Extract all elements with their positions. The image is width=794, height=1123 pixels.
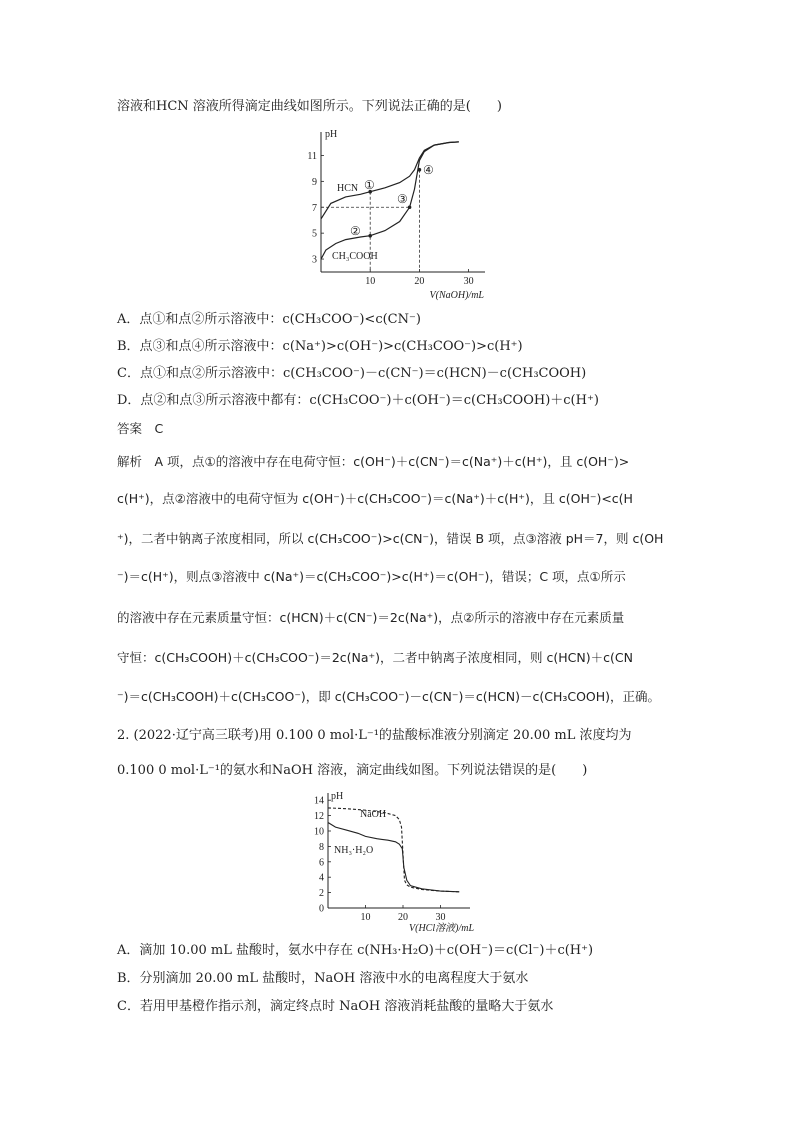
point-2-label: ②: [350, 224, 361, 238]
q1-stem: 溶液和HCN 溶液所得滴定曲线如图所示。下列说法正确的是( ): [117, 99, 502, 114]
y-tick-label: 3: [312, 254, 317, 266]
y-tick-label: 9: [312, 176, 317, 188]
y-tick-label: 2: [319, 888, 324, 900]
x-tick-label: 20: [414, 276, 425, 287]
nh3-h2o-series-label: NH₃·H₂O: [334, 845, 374, 856]
x-axis-label: V(NaOH)/mL: [429, 290, 484, 301]
y-tick-label: 5: [312, 228, 317, 240]
y-tick-label: 7: [312, 202, 317, 214]
q1-option-d: D．点②和点③所示溶液中都有：c(CH₃COO⁻)＋c(OH⁻)＝c(CH₃COOH)＋c(H⁺): [117, 393, 599, 408]
x-axis-label: V(HCl溶液)/mL: [409, 923, 474, 934]
x-tick-label: 30: [463, 276, 474, 287]
naoh-series-label: NaOH: [360, 809, 387, 820]
q1-analysis-line-6: 守恒：c(CH₃COOH)＋c(CH₃COO⁻)＝2c(Na⁺)，二者中钠离子浓度相同，则 c(HCN)＋c(CN: [117, 650, 633, 665]
q1-option-b: B．点③和点④所示溶液中：c(Na⁺)>c(OH⁻)>c(CH₃COO⁻)>c(H⁺): [117, 339, 523, 354]
hcn-series-label: HCN: [337, 183, 359, 194]
y-tick-label: 4: [319, 872, 324, 884]
x-tick-label: 30: [435, 912, 446, 923]
q1-option-c: C．点①和点②所示溶液中：c(CH₃COO⁻)－c(CN⁻)＝c(HCN)－c(CH₃COOH): [117, 366, 587, 381]
point-1-label: ①: [364, 178, 375, 192]
y-tick-label: 12: [314, 811, 324, 823]
x-tick-label: 20: [398, 912, 408, 923]
q1-option-a: A．点①和点②所示溶液中：c(CH₃COO⁻)<c(CN⁻): [117, 312, 421, 327]
ch3cooh-curve: [321, 142, 459, 259]
y-tick-label: 8: [319, 841, 324, 853]
nh3-h2o-curve: [328, 823, 459, 892]
x-tick-label: 10: [365, 276, 376, 287]
q1-analysis-line-1: 解析 A 项，点①的溶液中存在电荷守恒：c(OH⁻)＋c(CN⁻)＝c(Na⁺)＋c(H⁺)，且 c(OH⁻)>: [117, 454, 630, 469]
q1-answer: 答案 C: [117, 421, 164, 436]
chart-weak-acid-titration: [300, 125, 500, 305]
q2-option-a: A．滴加 10.00 mL 盐酸时，氨水中存在 c(NH₃·H₂O)＋c(OH⁻)＝c(Cl⁻)＋c(H⁺): [117, 943, 594, 958]
q2-stem-line-1: 2. (2022·辽宁高三联考)用 0.100 0 mol·L⁻¹的盐酸标准液分别滴定 20.00 mL 浓度均为: [117, 728, 632, 743]
q2-option-b: B．分别滴加 20.00 mL 盐酸时，NaOH 溶液中水的电离程度大于氨水: [117, 971, 529, 986]
y-tick-label: 14: [314, 795, 324, 807]
y-tick-label: 10: [314, 826, 324, 838]
point-2-marker: [368, 234, 372, 238]
q1-analysis-line-5: 的溶液中存在元素质量守恒：c(HCN)＋c(CN⁻)＝2c(Na⁺)，点②所示的溶液中存在元素质量: [117, 610, 625, 625]
q2-option-c: C．若用甲基橙作指示剂，滴定终点时 NaOH 溶液消耗盐酸的量略大于氨水: [117, 999, 554, 1014]
q1-analysis-line-7: ⁻)＝c(CH₃COOH)＋c(CH₃COO⁻)，即 c(CH₃COO⁻)－c(CN⁻)＝c(HCN)－c(CH₃COOH)，正确。: [117, 689, 661, 704]
chart-hcl-titration: [300, 785, 500, 940]
point-4-label: ④: [423, 163, 434, 177]
y-tick-label: 6: [319, 857, 324, 869]
y-axis-label: pH: [331, 791, 344, 802]
q1-analysis-line-4: ⁻)＝c(H⁺)，则点③溶液中 c(Na⁺)＝c(CH₃COO⁻)>c(H⁺)＝c(OH⁻)，错误；C 项，点①所示: [117, 569, 626, 584]
y-axis-label: pH: [325, 129, 338, 140]
point-3-label: ③: [397, 192, 408, 206]
q1-analysis-line-3: ⁺)，二者中钠离子浓度相同，所以 c(CH₃COO⁻)>c(CN⁻)，错误 B 项，点③溶液 pH＝7，则 c(OH: [117, 531, 664, 546]
q1-analysis-line-2: c(H⁺)，点②溶液中的电荷守恒为 c(OH⁻)＋c(CH₃COO⁻)＝c(Na⁺)＋c(H⁺)，且 c(OH⁻)<c(H: [117, 491, 633, 506]
q2-stem-line-2: 0.100 0 mol·L⁻¹的氨水和NaOH 溶液，滴定曲线如图。下列说法错误的是( ): [117, 763, 588, 778]
x-tick-label: 10: [360, 912, 371, 923]
point-3-marker: [408, 205, 412, 209]
x-tick-label: 0: [319, 903, 324, 915]
y-tick-label: 11: [307, 150, 317, 162]
ch3cooh-series-label: CH₃COOH: [332, 251, 378, 262]
point-4-marker: [418, 168, 422, 172]
